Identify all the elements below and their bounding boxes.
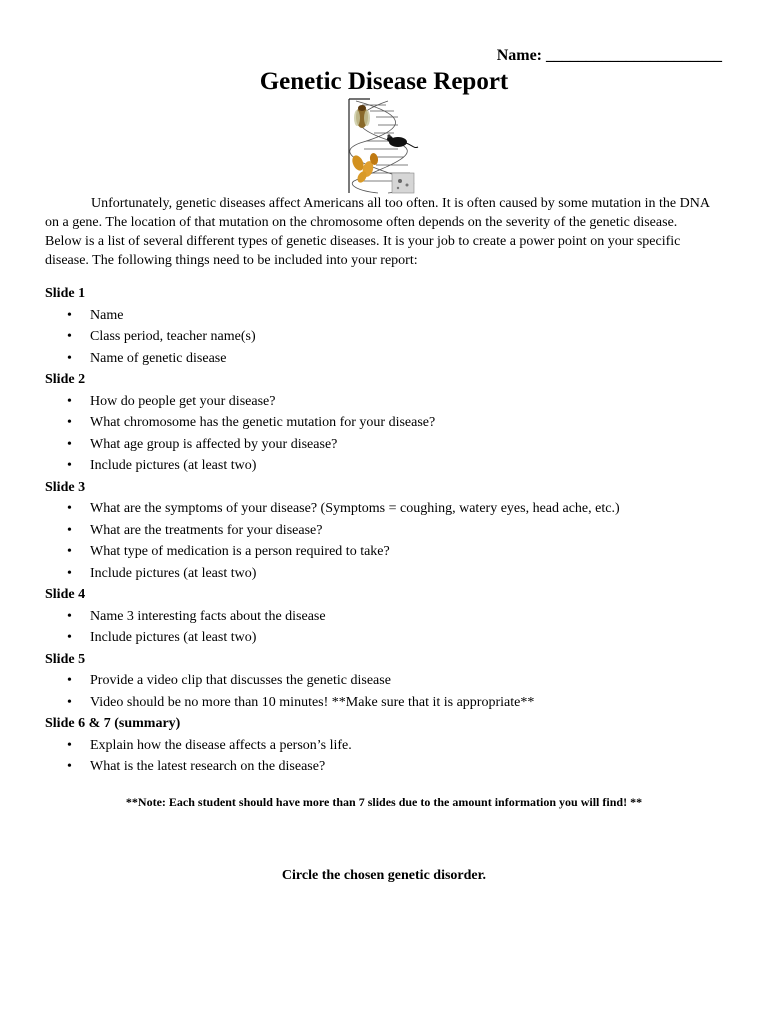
bullet-item: • What type of medication is a person required to take? bbox=[45, 541, 725, 563]
intro-paragraph: Unfortunately, genetic diseases affect Americans all too often. It is often caused by some mutation in the DNA on a gene. The location of that mutation on the chromosome often depends on the severity of the genetic disease. Below is a list of several different types of genetic diseases. It is your job to create a power point on your specific disease. The following things need to be included into your report: bbox=[45, 196, 710, 268]
circle-instruction: Circle the chosen genetic disorder. bbox=[281, 868, 487, 883]
bullet-list bbox=[45, 391, 725, 477]
bullet-item: • What are the treatments for your disease? bbox=[45, 520, 725, 542]
slide-block bbox=[45, 369, 725, 477]
bullet-item: • Class period, teacher name(s) bbox=[45, 326, 725, 348]
bullet-item: • Name of genetic disease bbox=[45, 348, 725, 370]
bullet-list bbox=[45, 498, 725, 584]
bullet-item: • Provide a video clip that discusses the genetic disease bbox=[45, 670, 725, 692]
slide-requirements bbox=[45, 283, 725, 778]
fruit-fly-icon bbox=[354, 105, 370, 128]
bullet-item: • How do people get your disease? bbox=[45, 391, 725, 413]
dna-helix-illustration bbox=[348, 97, 420, 195]
bullet-item: • Include pictures (at least two) bbox=[45, 563, 725, 585]
slide-block bbox=[45, 584, 725, 649]
slide-block bbox=[45, 713, 725, 778]
microscope-image-icon bbox=[392, 173, 414, 193]
yeast-cells-icon bbox=[350, 152, 379, 184]
bullet-item: • Name 3 interesting facts about the disease bbox=[45, 606, 725, 628]
bullet-item: • Include pictures (at least two) bbox=[45, 455, 725, 477]
bullet-item: • What is the latest research on the disease? bbox=[45, 756, 725, 778]
slide-heading: Slide 1 bbox=[45, 286, 86, 301]
bullet-list bbox=[45, 606, 725, 649]
name-field-label: Name: ______________________ bbox=[496, 47, 722, 64]
slide-block bbox=[45, 649, 725, 714]
slide-block bbox=[45, 477, 725, 585]
bullet-list bbox=[45, 735, 725, 778]
bullet-list bbox=[45, 305, 725, 370]
bullet-list bbox=[45, 670, 725, 713]
bullet-item: • Video should be no more than 10 minutes! **Make sure that it is appropriate** bbox=[45, 692, 725, 714]
slide-heading: Slide 3 bbox=[45, 479, 86, 495]
slide-heading: Slide 4 bbox=[45, 587, 86, 602]
bullet-item: • Name bbox=[45, 305, 725, 327]
bullet-item: • Include pictures (at least two) bbox=[45, 627, 725, 649]
page-title: Genetic Disease Report bbox=[259, 68, 509, 95]
bullet-item: • What age group is affected by your disease? bbox=[45, 434, 725, 456]
student-note: **Note: Each student should have more than 7 slides due to the amount information you will find! ** bbox=[125, 795, 643, 809]
slide-heading: Slide 6 & 7 (summary) bbox=[45, 716, 181, 731]
bullet-item: • Explain how the disease affects a person’s life. bbox=[45, 735, 725, 757]
bullet-item: • What are the symptoms of your disease? (Symptoms = coughing, watery eyes, head ache, etc.) bbox=[45, 498, 725, 520]
slide-heading: Slide 2 bbox=[45, 372, 86, 387]
mouse-icon bbox=[387, 134, 418, 147]
bullet-item: • What chromosome has the genetic mutation for your disease? bbox=[45, 412, 725, 434]
slide-heading: Slide 5 bbox=[45, 651, 86, 667]
slide-block bbox=[45, 283, 725, 369]
